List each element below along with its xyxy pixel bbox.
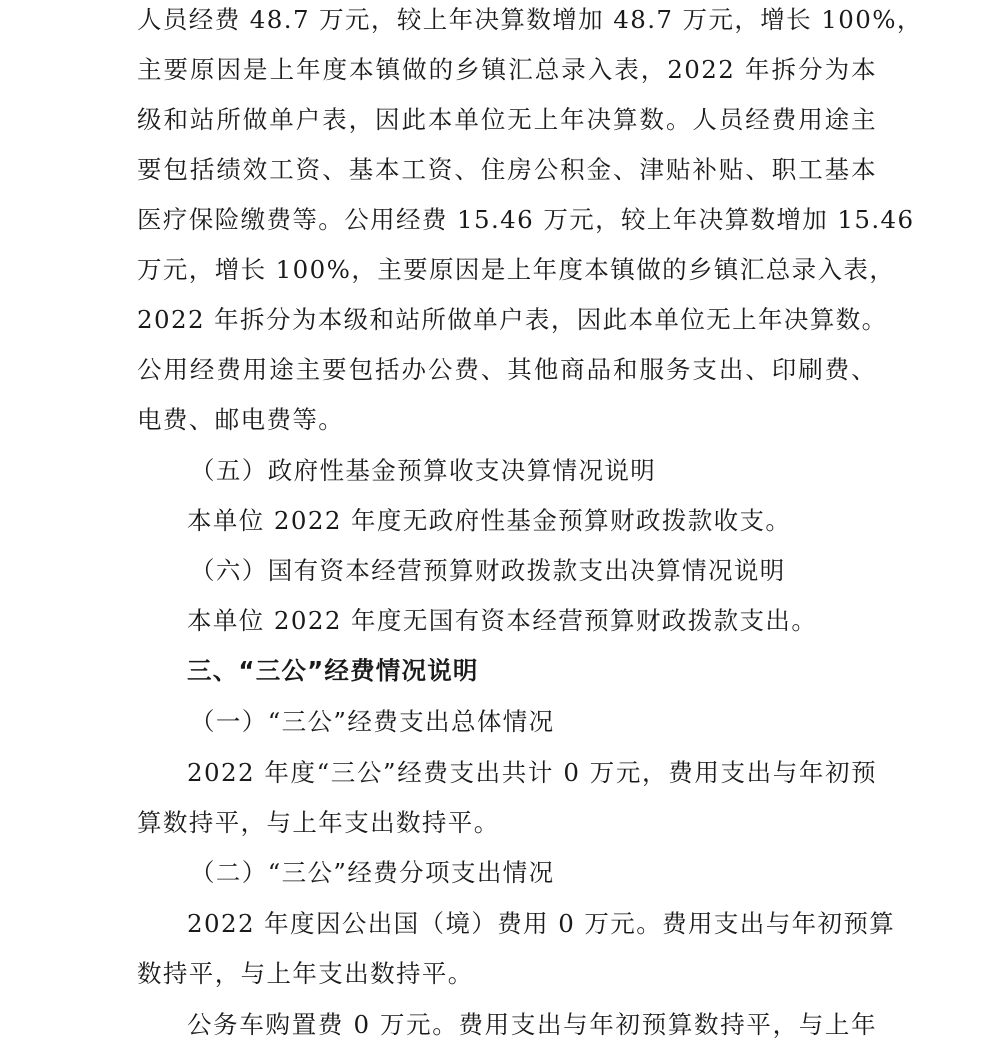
- body-text-line: 医疗保险缴费等。公用经费 15.46 万元，较上年决算数增加 15.46: [137, 205, 915, 234]
- body-text-line: 2022 年度因公出国（境）费用 0 万元。费用支出与年初预算: [187, 909, 896, 938]
- body-text-line: 2022 年拆分为本级和站所做单户表，因此本单位无上年决算数。: [137, 305, 888, 334]
- body-text-line: 级和站所做单户表，因此本单位无上年决算数。人员经费用途主: [137, 105, 877, 134]
- body-text-line: 2022 年度“三公”经费支出共计 0 万元，费用支出与年初预: [187, 758, 877, 787]
- section-subheading: （二）“三公”经费分项支出情况: [190, 858, 555, 887]
- section-heading: 三、“三公”经费情况说明: [187, 656, 479, 685]
- body-text-line: 算数持平，与上年支出数持平。: [137, 808, 500, 837]
- section-subheading: （六）国有资本经营预算财政拨款支出决算情况说明: [190, 556, 786, 585]
- body-text-line: 本单位 2022 年度无政府性基金预算财政拨款收支。: [187, 506, 792, 535]
- body-text-line: 公务车购置费 0 万元。费用支出与年初预算数持平，与上年: [187, 1010, 877, 1039]
- body-text-line: 数持平，与上年支出数持平。: [137, 959, 474, 988]
- section-subheading: （五）政府性基金预算收支决算情况说明: [190, 456, 657, 485]
- body-text-line: 本单位 2022 年度无国有资本经营预算财政拨款支出。: [187, 606, 818, 635]
- body-text-line: 万元，增长 100%，主要原因是上年度本镇做的乡镇汇总录入表，: [137, 255, 896, 284]
- body-text-line: 公用经费用途主要包括办公费、其他商品和服务支出、印刷费、: [137, 355, 877, 384]
- body-text-line: 要包括绩效工资、基本工资、住房公积金、津贴补贴、职工基本: [137, 155, 877, 184]
- body-text-line: 人员经费 48.7 万元，较上年决算数增加 48.7 万元，增长 100%，: [137, 5, 923, 34]
- section-subheading: （一）“三公”经费支出总体情况: [190, 707, 555, 736]
- body-text-line: 电费、邮电费等。: [137, 405, 345, 434]
- body-text-line: 主要原因是上年度本镇做的乡镇汇总录入表，2022 年拆分为本: [137, 55, 877, 84]
